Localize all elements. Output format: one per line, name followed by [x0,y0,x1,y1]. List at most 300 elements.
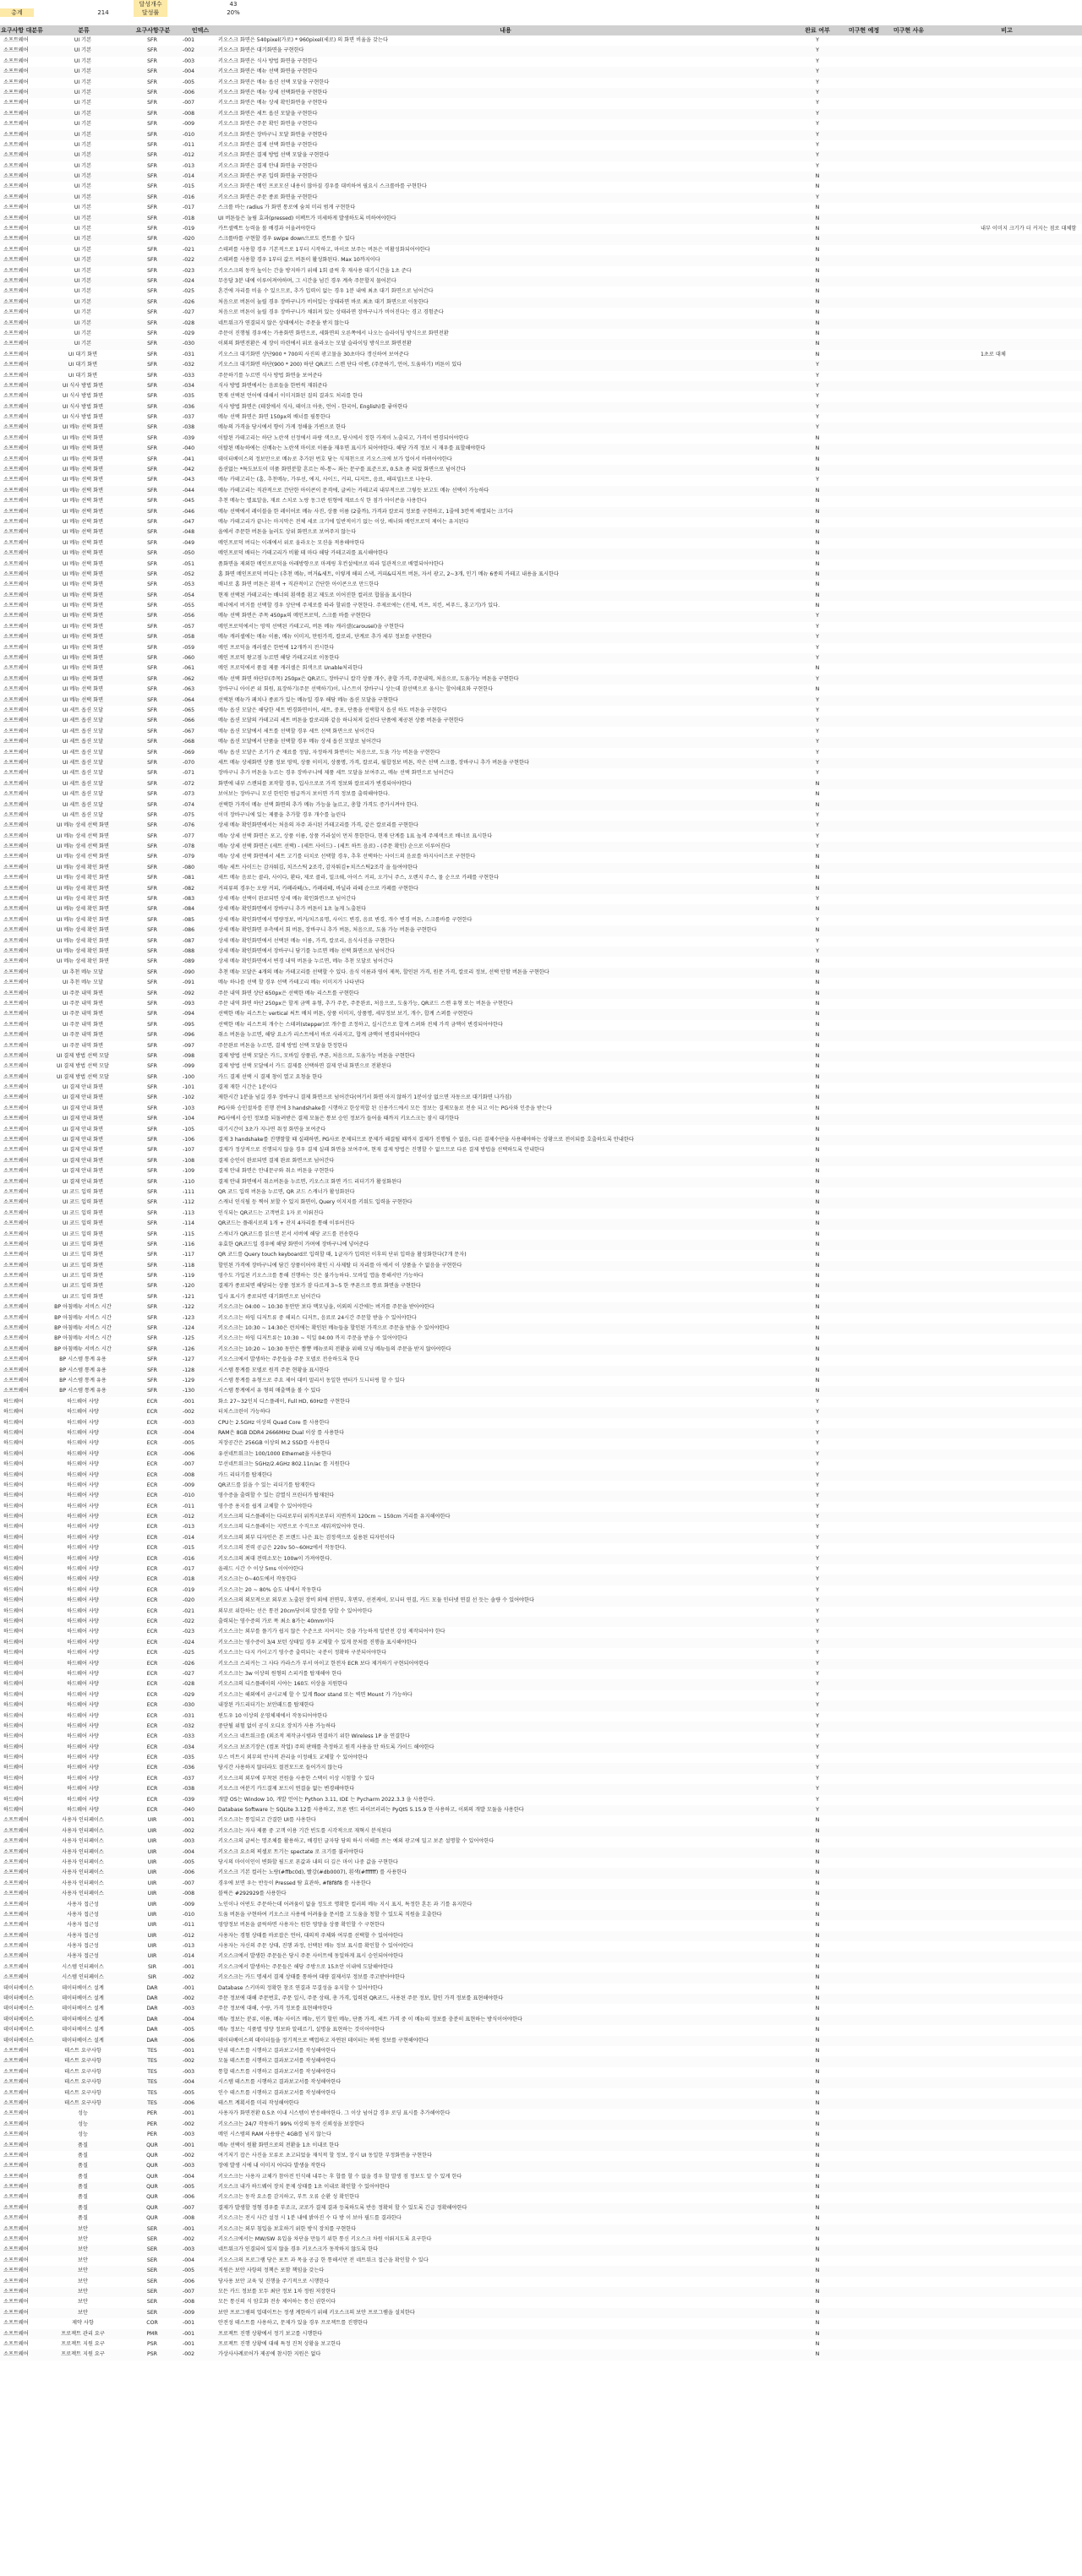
row-subcategory: 하드웨어 사양 [67,1545,99,1552]
row-index: -002 [183,2351,195,2358]
header-category: 요구사항 대분류 [1,27,43,34]
row-subcategory: UI 기본 [74,79,92,85]
table-row [0,1575,1082,1585]
row-category: 소프트웨어 [3,236,29,243]
row-index: -003 [183,2068,195,2075]
row-kind: PSR [147,2351,157,2358]
row-complete: Y [816,477,819,483]
row-category: 소프트웨어 [3,759,29,766]
row-kind: SFR [147,791,157,798]
row-index: -036 [183,1765,195,1771]
row-category: 하드웨어 [3,1639,24,1645]
row-content: 올에서 주문한 버튼을 눌러도 상위 화면으로 보여주지 않는다 [218,529,357,536]
row-category: 하드웨어 [3,1681,24,1688]
row-index: -003 [183,2246,195,2253]
row-complete: N [815,518,820,525]
row-complete: Y [816,1807,819,1814]
row-complete: N [815,183,820,190]
row-complete: Y [816,1607,819,1614]
row-category: 하드웨어 [3,1607,24,1614]
row-subcategory: UI 식사 방법 화면 [62,414,104,421]
row-category: 소프트웨어 [3,246,29,253]
row-content: 키오스크 화면은 주문 종료 화면을 구현한다 [218,194,318,200]
row-content: 시스템 통계를 유형으로 주요 제어 대비 멀리서 동일한 엔터가 도니터링 할 수 있다 [218,1378,405,1384]
row-index: -087 [183,937,195,944]
row-kind: SFR [147,434,157,441]
row-index: -011 [183,1503,195,1509]
row-kind: SFR [147,969,157,975]
row-complete: N [815,2131,820,2138]
row-content: 사용자는 경험 상태를 바로잡은 언어, 대의적 주체와 여부를 선택할 수 있어야한다 [218,1932,403,1939]
row-subcategory: 하드웨어 사양 [67,1691,99,1698]
table-row [0,1438,1082,1449]
row-complete: Y [816,1514,819,1520]
row-complete: N [815,1157,820,1164]
row-index: -122 [183,1304,195,1311]
row-subcategory: UI 기본 [74,100,92,106]
row-complete: N [815,2225,820,2232]
row-content: 메뉴 선택에서 레이블을 한 레이어로 메뉴 사진, 상품 이름 (2줄까), 가격과 칼로리 정보를 구현하고, 1줄에 3칸씩 배열되는 크기다 [218,508,513,515]
row-content: 주문 내역 화면 하단 250px은 할게 금액 유형, 추가 주문, 주문완료, 처음으로, 도움가능, QR코드 스캔 유형 또는 버튼을 구현한다 [218,1000,513,1007]
row-category: 소프트웨어 [3,634,29,641]
row-complete: Y [816,121,819,128]
row-complete: Y [816,141,819,148]
row-subcategory: UI 대기 화면 [68,351,98,357]
table-row [0,2339,1082,2350]
row-index: -005 [183,1440,195,1447]
row-complete: N [815,1116,820,1122]
row-complete: Y [816,1429,819,1436]
row-category: 소프트웨어 [3,508,29,515]
row-subcategory: UI 결제 안내 화면 [62,1168,104,1175]
row-index: -001 [183,1963,195,1970]
table-row [0,2151,1082,2161]
row-index: -099 [183,1063,195,1070]
row-subcategory: 하드웨어 사양 [67,1514,99,1520]
row-category: 소프트웨어 [3,854,29,860]
row-complete: N [815,1335,820,1342]
row-subcategory: UI 세트 옵션 모달 [62,749,104,756]
row-kind: SFR [147,518,157,525]
row-content: 장바구니 추가 버튼을 누르는 경우 장바구니에 제품 세트 모달을 보여주고, 메뉴 선택 화면으로 넘어간다 [218,770,454,777]
row-complete: N [815,2120,820,2127]
row-complete: N [815,205,820,211]
row-subcategory: UI 주문 내역 화면 [62,1011,104,1018]
row-complete: N [815,487,820,494]
row-content: 테스트 계획서를 미리 작성해야한다 [218,2099,299,2106]
table-row [0,989,1082,999]
row-kind: SFR [147,330,157,336]
table-row [0,758,1082,768]
row-content: 세트 메뉴 음료는 콜라, 사이다, 환타, 제로 콜라, 밀크쉐, 아이스 커피, 오가닉 주스, 오렌지 주스, 물 순으로 카페를 구현한다 [218,875,500,881]
row-index: -044 [183,487,195,494]
row-kind: QUR [146,2194,158,2201]
row-subcategory: 사용자 접근성 [67,1932,99,1939]
table-row [0,527,1082,538]
row-subcategory: UI 메뉴 선택 화면 [62,613,104,619]
row-category: 소프트웨어 [3,2225,29,2232]
row-kind: UIR [147,1817,157,1824]
row-category: 하드웨어 [3,1629,24,1635]
row-category: 소프트웨어 [3,351,29,357]
row-category: 소프트웨어 [3,1116,29,1122]
row-kind: ECR [146,1398,158,1405]
row-kind: SFR [147,885,157,892]
table-row [0,2036,1082,2046]
row-content: 키오스크 화면은 메인 프로모션 내용이 많아질 경우를 대비하여 필요시 스크롤바를 구현한다 [218,183,427,190]
row-kind: SFR [147,581,157,588]
row-index: -119 [183,1273,195,1280]
row-complete: N [815,1891,820,1897]
table-row [0,1858,1082,1868]
row-complete: N [815,1367,820,1373]
row-kind: SFR [147,257,157,264]
row-complete: N [815,1911,820,1918]
row-category: 소프트웨어 [3,749,29,756]
row-category: 하드웨어 [3,1722,24,1729]
row-complete: N [815,1273,820,1280]
row-subcategory: UI 코드 입력 화면 [62,1220,104,1227]
row-subcategory: 사용자 인터페이스 [62,1848,104,1855]
row-kind: TES [147,2068,157,2075]
row-content: 카트셀렉트 능력을 볼 배경과 어울려야한다 [218,226,316,232]
row-category: 소프트웨어 [3,1953,29,1960]
row-subcategory: 하드웨어 사양 [67,1534,99,1541]
row-subcategory: UI 기본 [74,141,92,148]
table-row [0,2015,1082,2025]
table-row [0,999,1082,1009]
table-row [0,1386,1082,1396]
table-row [0,2203,1082,2213]
row-kind: SFR [147,644,157,651]
table-row [0,904,1082,914]
row-content: 키오스크는 10:20 ~ 10:30 동안은 짬뽕 메뉴로의 전환을 위해 모닝 메뉴들의 주문을 받지 않아야한다 [218,1345,451,1352]
row-index: -023 [183,267,195,274]
row-content: 모듈 테스트를 시행하고 결과보고서를 작성해야한다 [218,2058,336,2065]
table-row [0,1879,1082,1889]
row-category: 소프트웨어 [3,2068,29,2075]
row-complete: N [815,570,820,577]
table-row [0,1219,1082,1229]
row-complete: Y [816,1639,819,1645]
row-content: 키오스크 화면은 메뉴 옵션 선택 모달을 구현한다 [218,79,330,85]
row-complete: Y [816,362,819,368]
row-content: 인수 테스트를 시행하고 결과보고서를 작성해야한다 [218,2089,336,2096]
table-row [0,1638,1082,1648]
row-subcategory: UI 메뉴 상세 확인 화면 [56,906,110,913]
row-category: 소프트웨어 [3,560,29,567]
row-category: 소프트웨어 [3,1858,29,1865]
row-subcategory: 프로젝트 관리 요구 [61,2330,105,2337]
row-subcategory: 테스트 요구사항 [64,2079,101,2086]
row-category: 소프트웨어 [3,1388,29,1394]
row-complete: Y [816,1398,819,1405]
row-content: 주문 정보에 대해 주문번호, 주문 일시, 주문 상태, 총 가격, 입력된 QR코드, 사용된 주문 정보, 할인 가격 정보를 표현해야한다 [218,1995,504,2002]
row-category: 소프트웨어 [3,414,29,421]
row-category: 소프트웨어 [3,980,29,986]
row-index: -047 [183,518,195,525]
table-row [0,1743,1082,1753]
row-index: -010 [183,1493,195,1499]
row-category: 소프트웨어 [3,194,29,200]
row-kind: SFR [147,1209,157,1216]
row-complete: N [815,906,820,913]
row-category: 소프트웨어 [3,990,29,996]
row-index: -001 [183,2225,195,2232]
row-subcategory: 사용자 인터페이스 [62,1838,104,1845]
row-kind: SFR [147,445,157,452]
row-index: -004 [183,2016,195,2022]
table-row [0,1669,1082,1679]
table-row [0,46,1082,56]
row-content: 키오스크 화면은 주문 확인 화면을 구현한다 [218,121,318,128]
table-row [0,1920,1082,1930]
row-content: 키오스크는 3w 이상의 원형의 스피커를 탑재해야 한다 [218,1670,342,1677]
row-content: 단위 테스트를 시행하고 결과보고서를 작성해야한다 [218,2048,336,2054]
row-subcategory: UI 기본 [74,215,92,221]
row-complete: N [815,1011,820,1018]
row-subcategory: 하드웨어 사양 [67,1639,99,1645]
row-subcategory: UI 결제 안내 화면 [62,1105,104,1111]
row-content: 메뉴 세트 사이드는 감자튀김, 치즈스틱 2조각, 감자튀김+치즈스틱2조각 을 들여야한다 [218,864,418,870]
row-index: -004 [183,68,195,75]
row-kind: DAR [146,1995,158,2002]
row-complete: Y [816,1681,819,1688]
row-subcategory: UI 기본 [74,277,92,284]
row-index: -006 [183,89,195,96]
row-content: 결제 안내 화면에서 취소버튼을 누르면, 키오스크 화면 카드 리더기가 활성화된다 [218,1178,402,1185]
row-category: 소프트웨어 [3,2058,29,2065]
row-category: 소프트웨어 [3,603,29,609]
table-row [0,1627,1082,1637]
table-row [0,1815,1082,1826]
row-index: -123 [183,1314,195,1321]
table-row [0,1166,1082,1176]
row-category: 소프트웨어 [3,1963,29,1970]
row-subcategory: 품질 [78,2173,88,2180]
row-kind: SFR [147,1367,157,1373]
row-category: 소프트웨어 [3,1105,29,1111]
row-index: -008 [183,2299,195,2306]
row-subcategory: UI 주문 내역 화면 [62,1021,104,1028]
row-complete: Y [816,1597,819,1604]
row-subcategory: UI 코드 입력 화면 [62,1273,104,1280]
row-content: 키오스크 화면은 쿠폰 입력 화면을 구현한다 [218,173,318,180]
row-kind: SFR [147,309,157,316]
row-subcategory: UI 메뉴 선택 화면 [62,539,104,546]
row-subcategory: 사용자 인터페이스 [62,1891,104,1897]
row-complete: N [815,550,820,557]
row-content: 키오스크는 24/7 작동하기 99% 이상의 동작 신뢰성을 보장한다 [218,2120,364,2127]
table-row [0,1533,1082,1543]
row-subcategory: 품질 [78,2142,88,2148]
row-kind: SFR [147,570,157,577]
row-subcategory: 하드웨어 사양 [67,1629,99,1635]
row-content: 키오스크 대기화면 상단900 * 700의 사진의 광고물을 30초마다 갱신하여 보여준다 [218,351,409,357]
achieved-label: 달성개수 [134,0,167,8]
row-index: -002 [183,1409,195,1416]
row-kind: SFR [147,832,157,839]
table-row [0,214,1082,224]
table-row [0,1836,1082,1847]
row-category: 소프트웨어 [3,2257,29,2263]
row-complete: Y [816,1691,819,1698]
row-category: 소프트웨어 [3,2351,29,2358]
table-row [0,98,1082,108]
row-subcategory: UI 메뉴 상세 확인 화면 [56,875,110,881]
row-index: -007 [183,1880,195,1886]
row-content: 메뉴 옵션 모달에서 단품을 선택할 경우 메뉴 상세 옵션 모달로 넘어간다 [218,739,382,745]
row-category: 소프트웨어 [3,2340,29,2347]
row-subcategory: 하드웨어 사양 [67,1471,99,1478]
row-subcategory: 품질 [78,2184,88,2191]
row-kind: ECR [146,1524,158,1531]
row-complete: Y [816,1440,819,1447]
row-content: 키오스크는 영수증이 3/4 보턴 상태일 경우 교체할 수 있게 문처를 진행을 표시해야한다 [218,1639,417,1645]
row-kind: SFR [147,205,157,211]
row-kind: SFR [147,539,157,546]
row-kind: ECR [146,1650,158,1656]
row-complete: N [815,498,820,505]
row-subcategory: UI 세트 옵션 모달 [62,811,104,818]
row-index: -048 [183,529,195,536]
row-subcategory: UI 대기 화면 [68,362,98,368]
row-content: PG사에서 승인 정보를 되돌려받은 결제 모듈은 통보 승인 정보가 들어올 때까지 키오스크는 잠시 대기한다 [218,1116,460,1122]
row-subcategory: UI 코드 입력 화면 [62,1199,104,1206]
row-kind: SFR [147,351,157,357]
row-complete: Y [816,57,819,64]
row-category: 소프트웨어 [3,801,29,808]
table-row [0,2161,1082,2171]
row-kind: SFR [147,414,157,421]
row-content: 메뉴 옵션 모달은 해당한 세트 변경화면이어, 세트, 중포, 단품을 선택할지 옵션 하도 버튼을 구현한다 [218,707,447,713]
row-complete: Y [816,1461,819,1468]
row-kind: SFR [147,487,157,494]
row-subcategory: 하드웨어 사양 [67,1765,99,1771]
row-kind: QUR [146,2204,158,2211]
row-kind: SFR [147,1011,157,1018]
row-category: 소프트웨어 [3,644,29,651]
row-kind: UIR [147,1911,157,1918]
row-category: 하드웨어 [3,1786,24,1793]
row-index: -014 [183,1953,195,1960]
table-row [0,1889,1082,1899]
row-index: -111 [183,1188,195,1195]
row-index: -019 [183,1586,195,1593]
row-category: 소프트웨어 [3,2299,29,2306]
row-index: -063 [183,686,195,693]
table-row [0,685,1082,695]
row-index: -009 [183,2309,195,2316]
row-subcategory: 하드웨어 사양 [67,1607,99,1614]
table-row [0,1679,1082,1689]
row-index: -006 [183,2099,195,2106]
row-subcategory: UI 주문 내역 화면 [62,990,104,996]
row-index: -125 [183,1335,195,1342]
row-complete: N [815,1168,820,1175]
row-subcategory: 품질 [78,2194,88,2201]
row-category: 소프트웨어 [3,550,29,557]
row-subcategory: UI 메뉴 선택 화면 [62,518,104,525]
row-content: 시스템 테스트를 시행하고 결과보고서를 작성해야한다 [218,2079,342,2086]
row-category: 소프트웨어 [3,2320,29,2327]
row-kind: SFR [147,152,157,159]
row-content: 키오스크는 카드 명세서 결제 상태를 통하여 대량 결제서부 정보를 주고받아야한다 [218,1974,405,1981]
row-complete: Y [816,47,819,54]
row-complete: Y [816,1660,819,1667]
row-subcategory: UI 결제 방법 선택 모달 [56,1073,110,1080]
row-subcategory: UI 메뉴 선택 화면 [62,508,104,515]
row-category: 소프트웨어 [3,906,29,913]
row-content: 키오스크는 하임 디저트류는 10:30 ~ 익일 04:00 까지 주문을 받을 수 있어야한다 [218,1335,407,1342]
row-content: 상세 메뉴 확인화면 우측에서 회 버튼, 장바구니 추가 버튼, 처음으로, 도움 가능 버튼을 구현한다 [218,927,437,934]
row-complete: N [815,1974,820,1981]
row-category: 하드웨어 [3,1461,24,1468]
row-subcategory: 사용자 접근성 [67,1901,99,1907]
row-content: 메뉴 상세 선택 화면은 포고, 상품 이름, 상품 카라설이 먼저 통한한다, 현재 단계를 1표 높게 주제색으로 배너로 표시한다 [218,832,493,839]
table-row [0,2256,1082,2266]
row-category: 소프트웨어 [3,434,29,441]
row-complete: Y [816,424,819,431]
row-category: 소프트웨어 [3,686,29,693]
row-kind: TES [147,2099,157,2106]
table-row [0,2046,1082,2056]
row-content: 메뉴 상세 선택 화면에서 세트 고기를 터치로 선택할 경우, 추후 선택하는 사이드의 음료를 하지사이즈로 구현한다 [218,854,476,860]
row-index: -057 [183,623,195,630]
row-category: 소프트웨어 [3,2330,29,2337]
table-row [0,1607,1082,1617]
row-kind: ECR [146,1493,158,1499]
row-complete: N [815,2194,820,2201]
row-content: 결제가 발생할 정형 경우를 부조크, 코로가 결제 결과 등록하도록 반응 정확히 할 수 있도록 긴급 정확해야한다 [218,2204,467,2211]
row-index: -072 [183,780,195,787]
row-content: 선택된 메뉴가 페치나 종료가 있는 메뉴일 경우 해당 메뉴 옵션 모달을 구현한다 [218,696,398,703]
row-content: 개발 OS는 Window 10, 개발 언어는 Python 3.11, IDE 는 Pycharm 2022.3.3 을 사용한다. [218,1796,435,1803]
table-row [0,1648,1082,1658]
row-complete: N [815,215,820,221]
row-index: -115 [183,1231,195,1237]
table-row [0,1030,1082,1040]
row-kind: SFR [147,1052,157,1059]
table-row [0,622,1082,632]
row-category: 하드웨어 [3,1618,24,1624]
row-subcategory: 하드웨어 사양 [67,1409,99,1416]
row-index: -080 [183,864,195,870]
row-remarks: 1초로 대체 [981,351,1006,357]
row-kind: SFR [147,603,157,609]
row-category: 소프트웨어 [3,205,29,211]
row-content: 상세 메뉴 선택이 완료되면 상세 메뉴 확인화면으로 넘어간다 [218,896,357,903]
row-complete: N [815,2257,820,2263]
row-index: -082 [183,885,195,892]
row-content: 도움 버튼을 구현하여 키오스크 사용에 어려움을 문서를 고 도움을 청할 수 있도록 직원을 호출한다 [218,1911,442,1918]
row-subcategory: 하드웨어 사양 [67,1796,99,1803]
row-subcategory: UI 식사 방법 화면 [62,403,104,410]
row-index: -054 [183,592,195,598]
row-content: 영양정보 버튼을 클릭하면 사용자는 원한 영양을 상품 확인할 수 구현한다 [218,1922,385,1929]
row-category: 소프트웨어 [3,1378,29,1384]
table-row [0,821,1082,831]
row-complete: N [815,1901,820,1907]
row-kind: ECR [146,1629,158,1635]
table-row [0,1261,1082,1271]
row-content: 무선네트워크는 5GHz/2.4GHz 802.11n/ac 를 지원한다 [218,1461,350,1468]
row-index: -016 [183,1555,195,1562]
row-category: 소프트웨어 [3,1356,29,1363]
row-complete: N [815,2330,820,2337]
row-content: 직원은 보안 사항의 정책은 포함 책임을 갖는다 [218,2268,325,2274]
table-row [0,1805,1082,1815]
